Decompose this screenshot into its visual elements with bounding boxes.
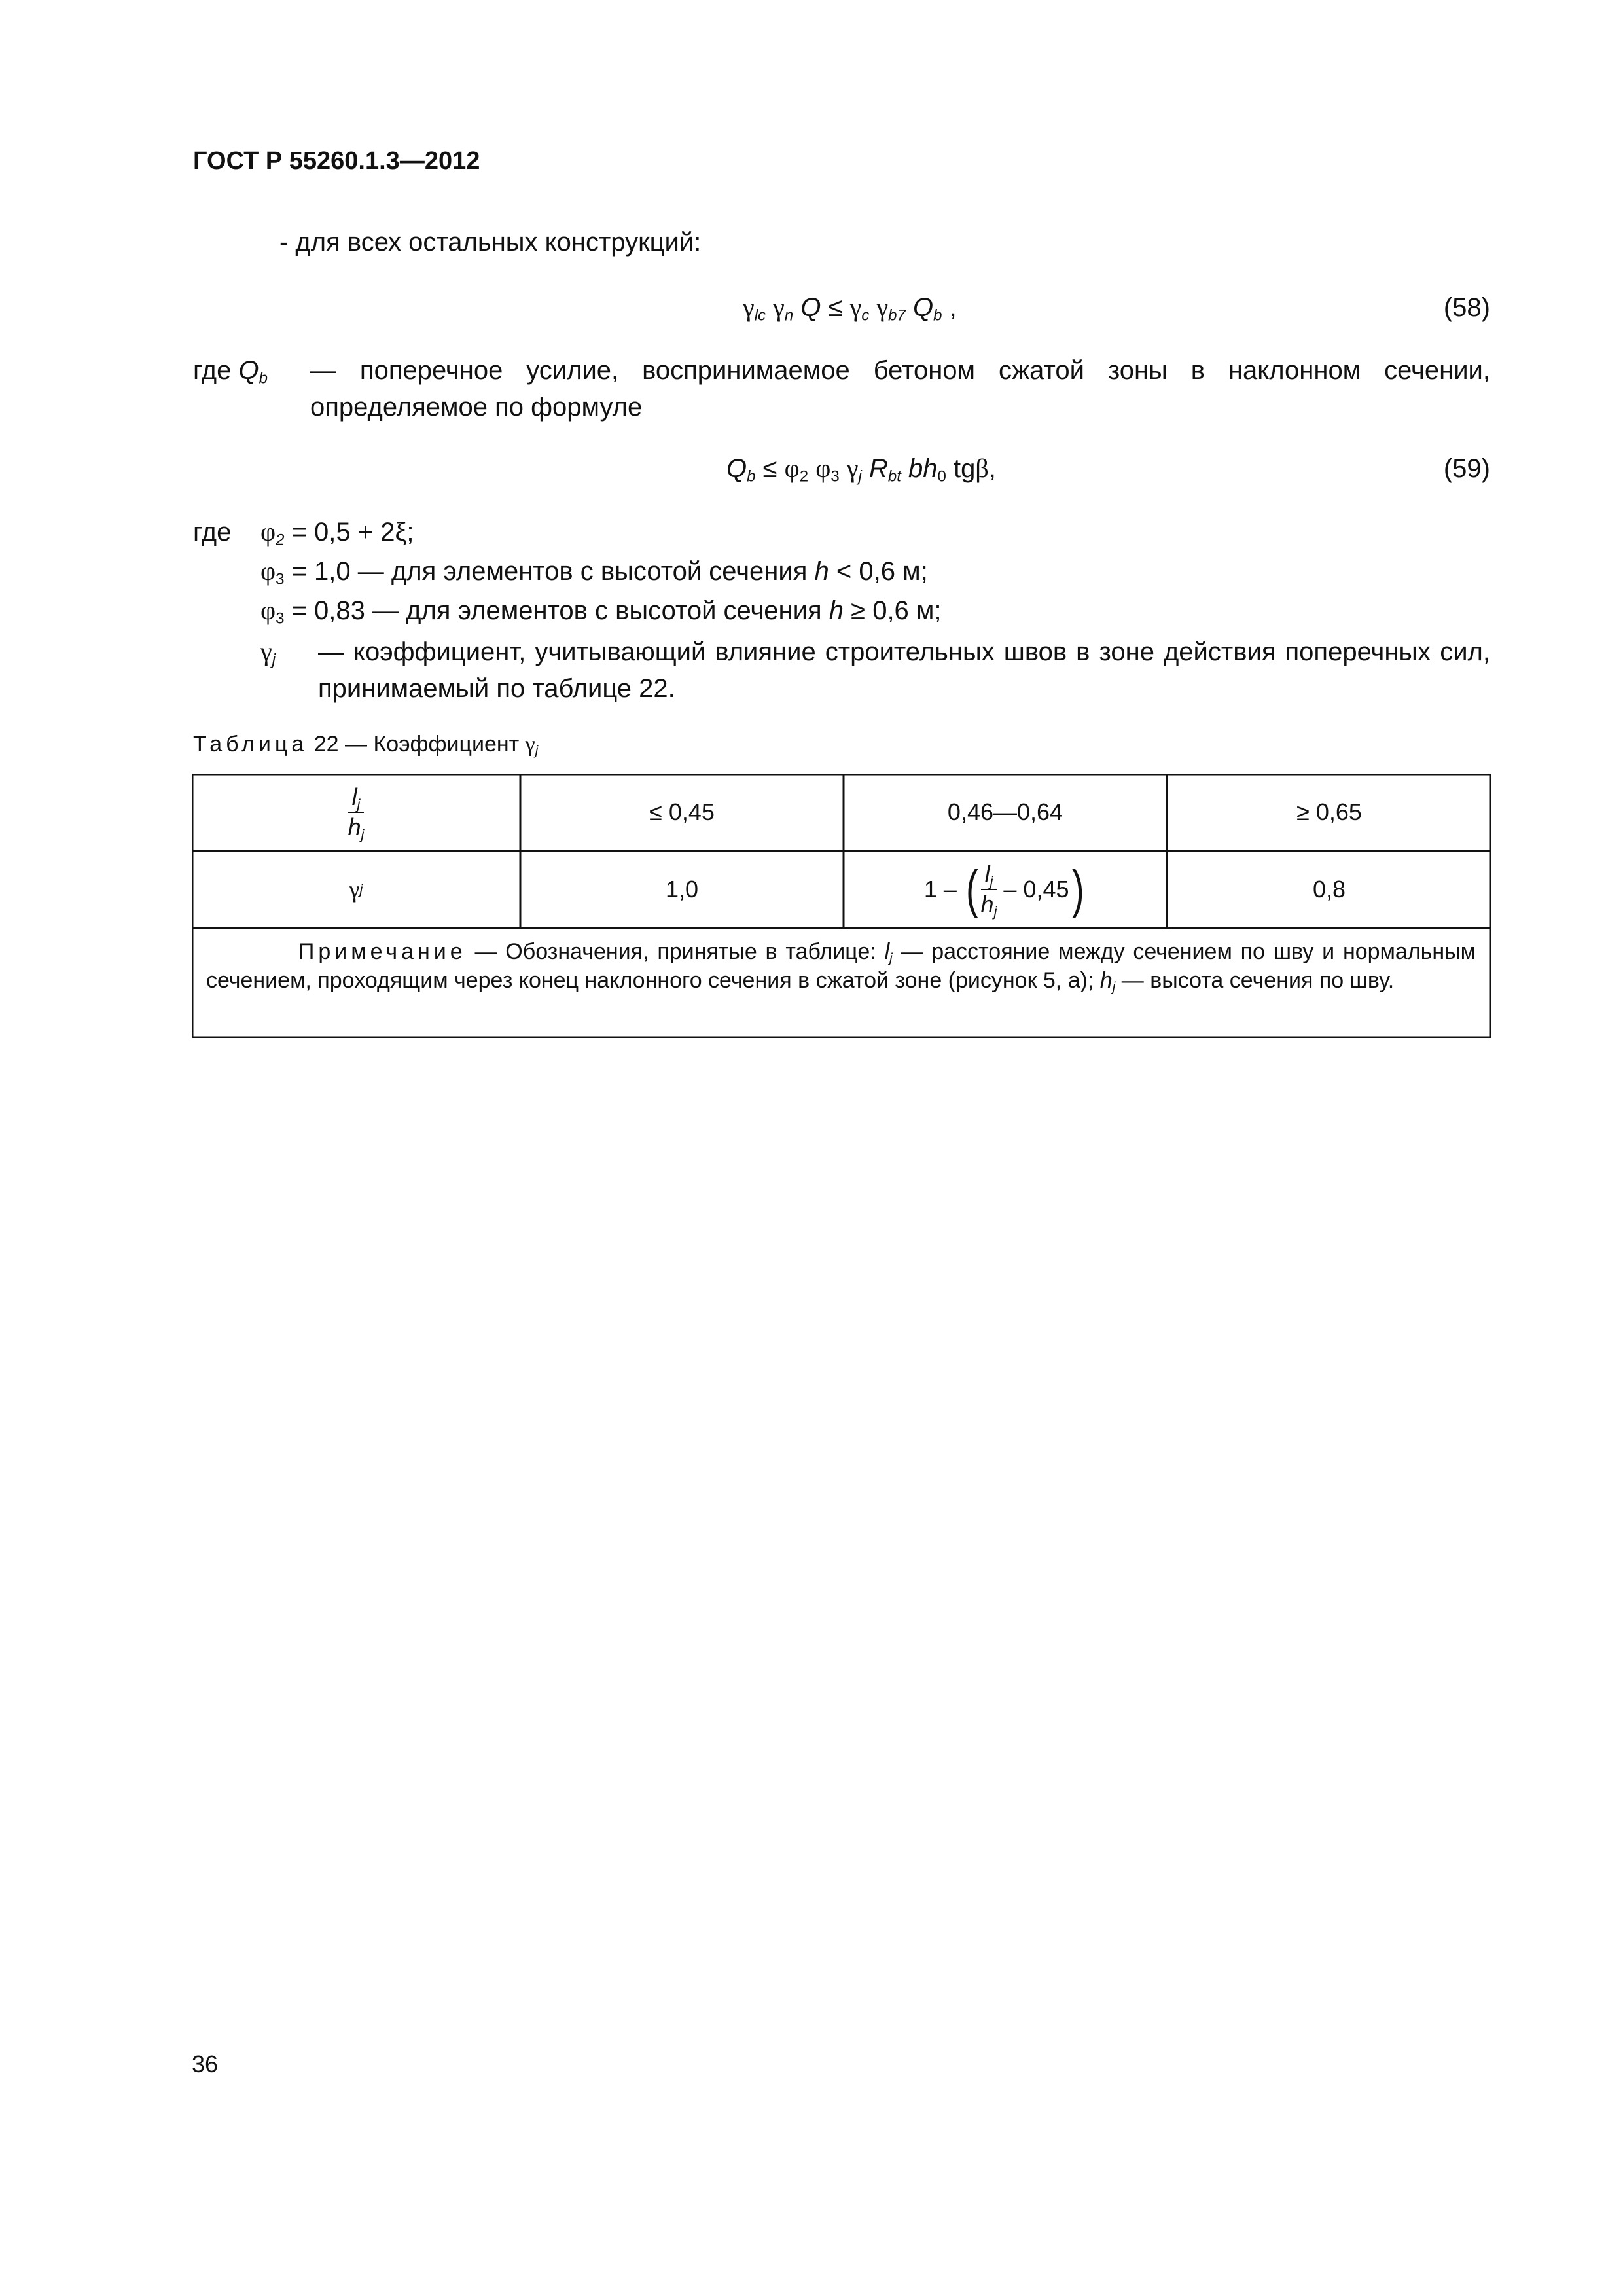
formula-59: $Q_b \le \varphi_2$ $\varphi_3$ $\gamma_j$ $R_{bt}$ $bh_0$ tgβ, xyxy=(726,454,996,486)
value-low: 1,0 xyxy=(665,876,699,903)
document-header: ГОСТ Р 55260.1.3—2012 xyxy=(193,147,480,175)
formula-58-number: (58) xyxy=(1443,293,1490,322)
header-ratio-cell: $\frac{l_j}{h_j}$ xyxy=(348,783,365,843)
formula-59-number: (59) xyxy=(1443,454,1490,483)
phi3-definition-high: $\varphi_3 = 0,83$ — для элементов с высотой сечения h ≥ 0,6 м; xyxy=(260,596,942,628)
coefficient-table xyxy=(192,774,1491,1038)
value-mid-formula: 1 – ( $\frac{l_j}{h_j}$ – 0,45 ) xyxy=(923,860,1084,920)
intro-text: - для всех остальных конструкций: xyxy=(279,228,702,257)
value-high: 0,8 xyxy=(1312,876,1346,903)
formula-58: $\gamma_{lc}$ $\gamma_n$ $Q \le \gamma_c$ $\gamma_{b7}$ $Q_b$ , xyxy=(743,293,957,325)
where-label-2: где xyxy=(193,518,232,547)
gammaj-symbol: $\gamma_j$ xyxy=(260,637,276,669)
phi3-definition-low: $\varphi_3 = 1,0$ — для элементов с высотой сечения h < 0,6 м; xyxy=(260,556,928,588)
page-number: 36 xyxy=(192,2051,219,2077)
phi2-definition: $\varphi_2 = 0,5 + 2\xi$; xyxy=(260,517,414,549)
header-range-high: ≥ 0,65 xyxy=(1296,798,1362,825)
gammaj-description: — коэффициент, учитывающий влияние строительных швов в зоне действия поперечных сил, принимаемый по таблице 22. xyxy=(318,637,1490,703)
table-caption: Таблица 22 — Коэффициент $\gamma_j$ xyxy=(193,732,539,759)
qb-description: — поперечное усилие, воспринимаемое бетоном сжатой зоны в наклонном сечении, определяемое по формуле xyxy=(310,356,1490,422)
header-range-low: ≤ 0,45 xyxy=(649,798,715,825)
where-label: где $Q_b$ xyxy=(193,356,268,387)
table-note: Примечание — Обозначения, принятые в таблице: $l_j$ — расстояние между сечением по шву и нормальным сечением, проходящим через конец наклонного сечения в сжатой зоне (рисунок 5, а); $h_j$ — высота сечения по шву. xyxy=(206,939,1476,995)
header-range-mid: 0,46—0,64 xyxy=(947,798,1063,825)
row-gamma-label: γ j xyxy=(349,876,363,903)
